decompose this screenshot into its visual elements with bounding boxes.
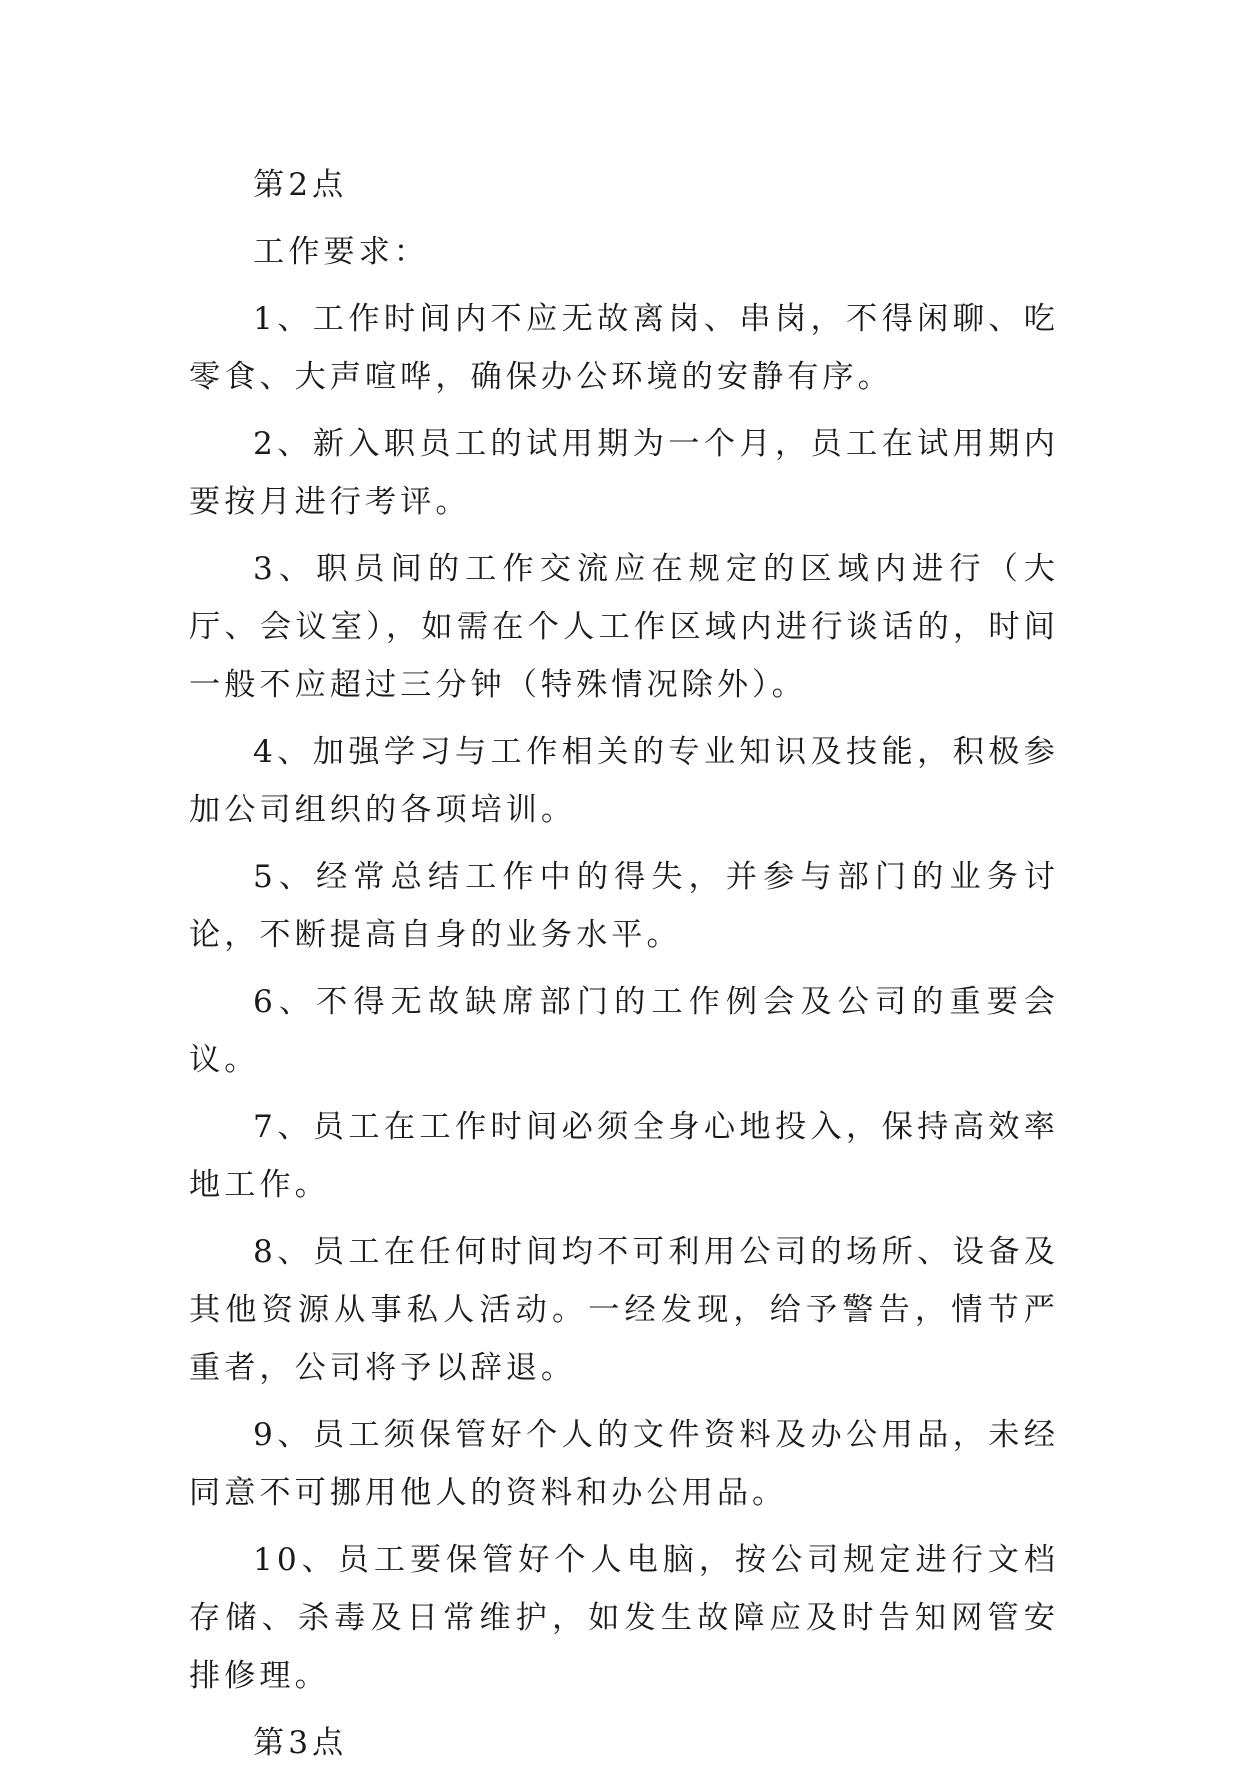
requirement-item-8: 8、员工在任何时间均不可利用公司的场所、设备及其他资源从事私人活动。一经发现，给予警告，情节严重者，公司将予以辞退。: [189, 1234, 1059, 1386]
requirement-item-3: 3、职员间的工作交流应在规定的区域内进行（大厅、会议室），如需在个人工作区域内进行谈话的，时间一般不应超过三分钟（特殊情况除外）。: [189, 551, 1059, 703]
work-requirements-heading: 工作要求：: [253, 234, 429, 270]
requirement-item-1: 1、工作时间内不应无故离岗、串岗，不得闲聊、吃零食、大声喧哗，确保办公环境的安静有序。: [189, 301, 1059, 395]
requirement-item-7: 7、员工在工作时间必须全身心地投入，保持高效率地工作。: [189, 1109, 1059, 1203]
requirement-item-6: 6、不得无故缺席部门的工作例会及公司的重要会议。: [189, 984, 1059, 1078]
requirement-item-2: 2、新入职员工的试用期为一个月，员工在试用期内要按月进行考评。: [189, 426, 1059, 520]
section-heading-2: 第2点: [253, 167, 348, 203]
requirement-item-9: 9、员工须保管好个人的文件资料及办公用品，未经同意不可挪用他人的资料和办公用品。: [189, 1417, 1059, 1511]
requirement-item-10: 10、员工要保管好个人电脑，按公司规定进行文档存储、杀毒及日常维护，如发生故障应及时告知网管安排修理。: [189, 1542, 1059, 1694]
document-body: [189, 156, 1059, 1781]
requirement-item-4: 4、加强学习与工作相关的专业知识及技能，积极参加公司组织的各项培训。: [189, 734, 1059, 828]
requirement-item-5: 5、经常总结工作中的得失，并参与部门的业务讨论，不断提高自身的业务水平。: [189, 859, 1059, 953]
section-heading-3: 第3点: [253, 1725, 348, 1761]
